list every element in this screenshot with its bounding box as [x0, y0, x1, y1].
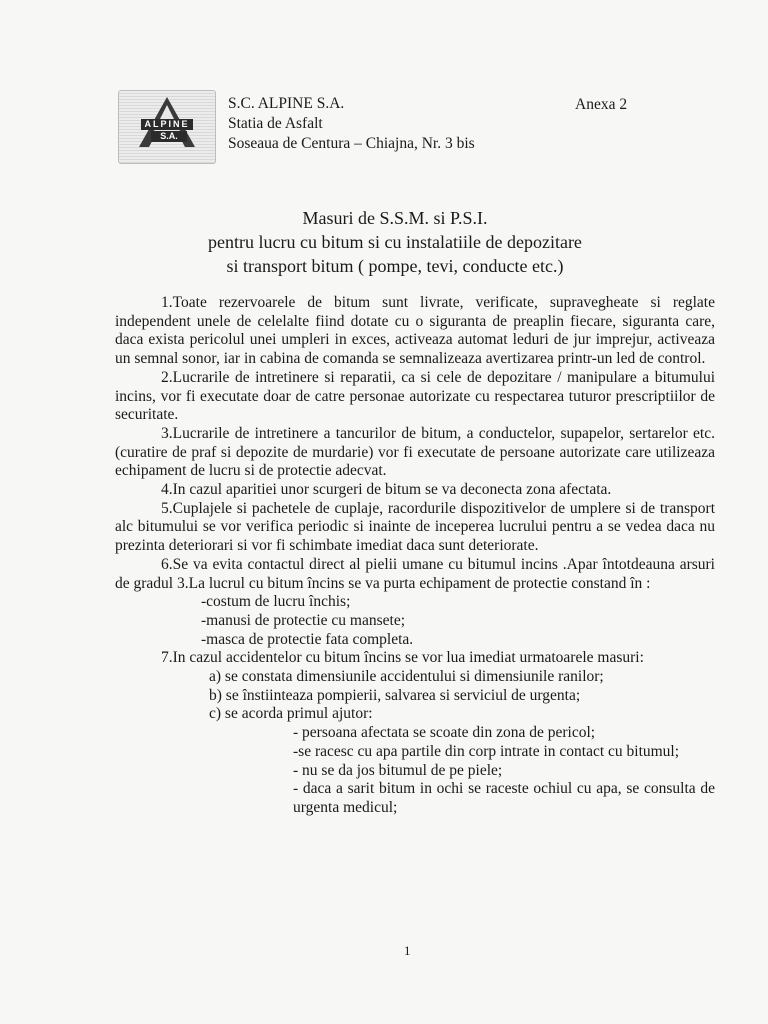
- paragraph-5: 5.Cuplajele si pachetele de cuplaje, racordurile dispozitivelor de umplere si de transport alc bitumului se vor verifica periodic si inainte de inceperea lucrului pentru a se vedea daca nu prezinta deteriorari si vor fi schimbate imediat daca sunt deteriorate.: [115, 499, 715, 555]
- company-logo: [118, 90, 216, 164]
- paragraph-6: 6.Se va evita contactul direct al pielii umane cu bitumul incins .Apar întotdeauna arsuri de gradul 3.La lucrul cu bitum încins se va purta echipament de protectie constand în :: [115, 555, 715, 592]
- ppe-item: -costum de lucru închis;: [201, 593, 351, 611]
- company-name: S.C. ALPINE S.A.: [228, 95, 345, 112]
- company-station: Statia de Asfalt: [228, 115, 323, 132]
- paragraph-2: 2.Lucrarile de intretinere si reparatii, ca si cele de depozitare / manipulare a bitumului incins, vor fi executate doar de catre personae autorizate cu respectarea tuturor prescriptiilor de securitate.: [115, 368, 715, 424]
- logo-text-alpine: ALPINE: [141, 119, 193, 130]
- measure-item: a) se constata dimensiunile accidentului si dimensiunile ranilor;: [209, 668, 604, 686]
- company-address: Soseaua de Centura – Chiajna, Nr. 3 bis: [228, 135, 475, 152]
- ppe-item: -masca de protectie fata completa.: [201, 630, 414, 648]
- page-number: 1: [404, 943, 411, 958]
- first-aid-item: -se racesc cu apa partile din corp intrate in contact cu bitumul;: [293, 742, 680, 760]
- company-block: [228, 94, 475, 154]
- measure-item: b) se înstiinteaza pompierii, salvarea si serviciul de urgenta;: [209, 686, 581, 704]
- paragraph-4: 4.In cazul aparitiei unor scurgeri de bitum se va deconecta zona afectata.: [161, 481, 612, 499]
- document-body: [115, 294, 715, 818]
- paragraph-1: 1.Toate rezervoarele de bitum sunt livrate, verificate, supravegheate si reglate independent unele de celelalte fiind dotate cu o siguranta de preaplin fiecare, siguranta care, daca exista pericolul unei umpleri in exces, activeaza automat leduri de jur imprejur, activeaza un semnal sonor, iar in cabina de comanda se semnalizeaza avertizarea printr-un led de control.: [115, 294, 715, 368]
- first-aid-item: - daca a sarit bitum in ochi se raceste ochiul cu apa, se consulta de urgenta medicul;: [293, 780, 715, 816]
- document-title: [150, 206, 640, 278]
- paragraph-3: 3.Lucrarile de intretinere a tancurilor de bitum, a conductelor, supapelor, sertarelor etc.(curatire de praf si depozite de murdarie) vor fi executate de persoane autorizate care utilizeaza echipament de lucru si de protectie adecvat.: [115, 424, 715, 480]
- ppe-item: -manusi de protectie cu mansete;: [201, 611, 406, 629]
- annex-label: Anexa 2: [575, 96, 628, 113]
- paragraph-7: 7.In cazul accidentelor cu bitum încins se vor lua imediat urmatoarele masuri:: [161, 649, 644, 667]
- measure-item: c) se acorda primul ajutor:: [209, 705, 373, 723]
- first-aid-item: - persoana afectata se scoate din zona de pericol;: [293, 724, 596, 742]
- logo-text-sa: S.A.: [151, 131, 187, 142]
- title-line-2: pentru lucru cu bitum si cu instalatiile de depozitare: [208, 232, 582, 252]
- title-line-3: si transport bitum ( pompe, tevi, conducte etc.): [226, 256, 564, 276]
- title-line-1: Masuri de S.S.M. si P.S.I.: [302, 208, 488, 228]
- first-aid-item: - nu se da jos bitumul de pe piele;: [293, 761, 503, 779]
